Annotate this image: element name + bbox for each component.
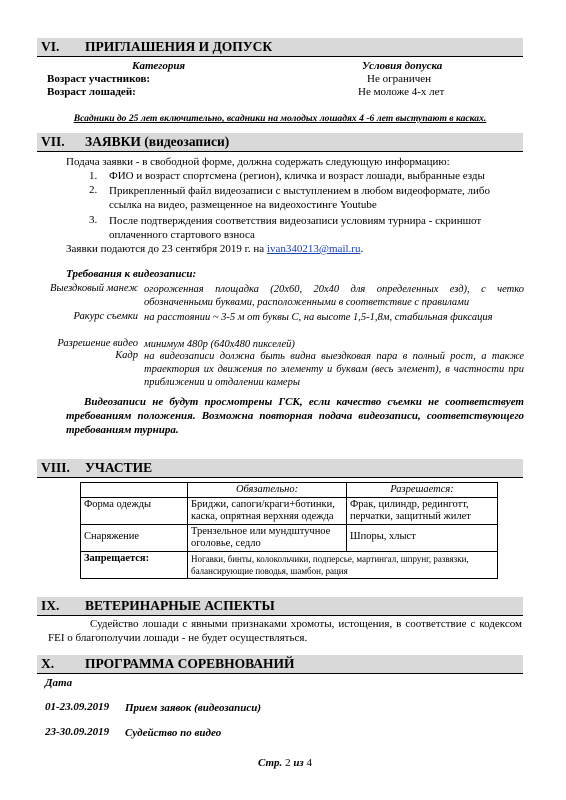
requirement-text: огороженная площадка (20х60, 20х40 для определенных езд), с четко обозначенными буквами, расположенными в соответствие с правилами [144, 284, 524, 308]
requirement-label: Кадр [115, 350, 138, 361]
column-header-allowed: Разрешается: [347, 483, 498, 498]
page-number: 2 [285, 757, 291, 769]
requirement-label: Разрешение видео [57, 338, 138, 349]
forbidden-label: Запрещается: [81, 552, 188, 579]
section-7-header [37, 133, 523, 152]
section-number: VI. [41, 39, 60, 54]
deadline-text: Заявки подаются до 23 сентября 2019 г. на [66, 243, 265, 255]
horses-age-value: Не моложе 4-х лет [358, 86, 445, 98]
deadline-end: . [360, 243, 364, 255]
page-of: из [293, 757, 304, 769]
veterinary-text: Судейство лошади с явными признаками хромоты, истощения, в соответствие с кодексом FEI о благополучии лошади - не будет осуществляться. [48, 618, 522, 644]
section-8-header [37, 459, 523, 478]
list-item: ФИО и возраст спортсмена (регион), кличка и возраст лошади, выбранные езды [109, 170, 485, 182]
section-title: УЧАСТИЕ [85, 460, 153, 475]
section-6-header [37, 38, 523, 57]
table-cell [81, 483, 188, 498]
list-number: 2. [89, 184, 98, 196]
section-9-header [37, 597, 523, 616]
section-title: ПРИГЛАШЕНИЯ И ДОПУСК [85, 39, 273, 54]
section-number: IX. [41, 598, 60, 613]
table-header-row [81, 483, 498, 498]
requirement-label: Выездковый манеж [50, 283, 138, 294]
section-number: VII. [41, 134, 65, 149]
schedule-event: Судейство по видео [125, 727, 222, 739]
row-label: Форма одежды [81, 498, 188, 525]
column-header-category: Категория [132, 60, 186, 72]
page-total: 4 [306, 757, 312, 769]
section-title: ВЕТЕРИНАРНЫЕ АСПЕКТЫ [85, 598, 275, 613]
section-10-header [37, 655, 523, 674]
list-number: 1. [89, 170, 98, 182]
schedule-date: 01-23.09.2019 [45, 701, 110, 713]
table-row [81, 498, 498, 525]
row-label: Снаряжение [81, 525, 188, 552]
helmet-note: Всадники до 25 лет включительно, всадники на молодых лошадях 4 -6 лет выступают в касках. [73, 113, 487, 124]
list-number: 3. [89, 214, 98, 226]
requirement-label: Ракурс съемки [73, 311, 138, 322]
table-row [81, 552, 498, 579]
column-header-required: Обязательно: [188, 483, 347, 498]
participants-age-label: Возраст участников: [47, 73, 151, 85]
schedule-date: 23-30.09.2019 [45, 726, 110, 738]
table-row [81, 525, 498, 552]
participants-age-value: Не ограничен [367, 73, 432, 85]
video-requirements-title: Требования к видеозаписи: [66, 268, 197, 280]
application-intro: Подача заявки - в свободной форме, должна содержать следующую информацию: [66, 156, 450, 168]
list-item: После подтверждения соответствия видеозаписи условиям турнира - скриншот оплаченного стартового взноса [109, 215, 482, 241]
column-header-conditions: Условия допуска [362, 60, 443, 72]
list-item: Прикрепленный файл видеозаписи с выступлением в любом видеоформате, либо ссылка на видео, размещенное на видеохостинге Youtube [109, 185, 490, 211]
video-quality-warning: Видеозаписи не будут просмотрены ГСК, если качество съемки не соответствует требованиям положения. Возможна повторная подача видеозаписи, соответствующего требованиям турнира. [66, 396, 524, 436]
section-number: VIII. [41, 460, 70, 475]
deadline-line [66, 243, 363, 255]
requirement-text: на расстоянии ~ 3-5 м от буквы С, на высоте 1,5-1,8м, стабильная фиксация [144, 312, 493, 323]
section-title: ПРОГРАММА СОРЕВНОВАНИЙ [85, 656, 295, 671]
allowed-cell: Фрак, цилиндр, рединготт, перчатки, защитный жилет [347, 498, 498, 525]
required-cell: Бриджи, сапоги/краги+ботинки, каска, опрятная верхняя одежда [188, 498, 347, 525]
email-link[interactable]: ivan340213@mail.ru [266, 243, 361, 255]
requirement-text: на видеозаписи должна быть видна выездковая пара в полный рост, а также траектория их движения по элементу и буквам (весь элемент), в частности при приближении и отдалении камеры [144, 351, 524, 388]
requirement-text: минимум 480p (640x480 пикселей) [144, 339, 295, 350]
horses-age-label: Возраст лошадей: [47, 86, 136, 98]
forbidden-text: Ногавки, бинты, колокольчики, подперсье, мартингал, шпрунг, развязки, балансирующие поводья, шамбон, рация [188, 552, 498, 579]
participation-table [80, 482, 498, 579]
section-number: X. [41, 656, 55, 671]
page-prefix: Стр. [258, 757, 283, 769]
schedule-event: Прием заявок (видеозаписи) [125, 702, 262, 714]
section-title: ЗАЯВКИ (видеозаписи) [85, 134, 230, 149]
date-label: Дата [45, 677, 73, 689]
page-footer [240, 757, 330, 769]
allowed-cell: Шпоры, хлыст [347, 525, 498, 552]
required-cell: Трензельное или мундштучное оголовье, седло [188, 525, 347, 552]
